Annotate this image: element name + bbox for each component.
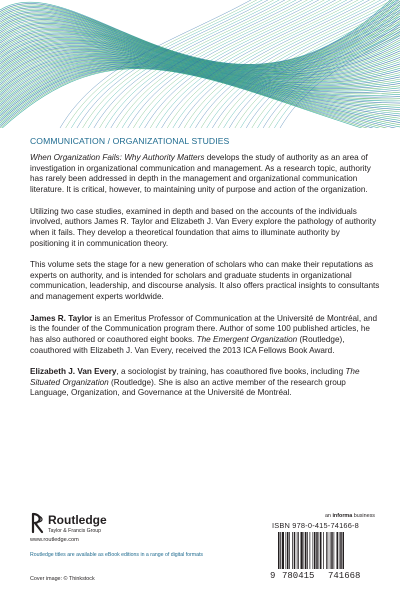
- cover-image-credit: Cover image: © Thinkstock: [30, 576, 95, 582]
- wave-lines-artwork: [0, 0, 400, 128]
- ebook-note: Routledge titles are available as eBook editions in a range of digital formats: [30, 552, 204, 558]
- barcode-digits-left: 780415: [282, 571, 315, 581]
- description-paragraph-3: This volume sets the stage for a new generation of scholars who can make their reputations as experts on authority, and is intended for scholars and graduate students in organizational communication, leadership, and discourse analysis. It also offers practical insights to consultants and management experts worldwide.: [30, 260, 380, 302]
- description-paragraph-2: Utilizing two case studies, examined in depth and based on the accounts of the individuals involved, authors James R. Taylor and Elizabeth J. Van Every explore the pathology of authority when it fails. They develop a theoretical foundation that aims to illuminate authority by positioning it in communication theory.: [30, 206, 377, 248]
- isbn-text: ISBN 978-0-415-74166-8: [272, 521, 359, 530]
- author-bio-1: James R. Taylor is an Emeritus Professor of Communication at the Université de Montréal, and is the founder of the Communication program there. Author of some 100 published articles, he has also authored or coauthored eight books. The Emergent Organization (Routledge), coauthored with Elizabeth J. Van Every, received the 2013 ICA Fellows Book Award.: [30, 313, 378, 355]
- publisher-website-link[interactable]: www.routledge.com: [30, 537, 79, 543]
- informa-business-label: an informa business: [324, 513, 375, 519]
- publisher-group: Taylor & Francis Group: [48, 528, 102, 534]
- book-title: When Organization Fails: Why Authority Matters: [30, 153, 205, 162]
- author-name: Elizabeth J. Van Every: [30, 367, 117, 376]
- publisher-name: Routledge: [48, 513, 107, 527]
- category-label: COMMUNICATION / ORGANIZATIONAL STUDIES: [30, 136, 230, 146]
- cited-book-title: The Situated Organization: [30, 367, 360, 387]
- back-cover-text: [30, 153, 380, 410]
- cited-book-title: The Emergent Organization: [196, 334, 298, 344]
- cover-artwork: [0, 0, 400, 128]
- barcode-digit-first: 9: [270, 571, 276, 581]
- barcode-digits-right: 741668: [328, 571, 361, 581]
- footer: [30, 512, 375, 592]
- author-bio-2: Elizabeth J. Van Every, a sociologist by training, has coauthored five books, including The Situated Organization (Routledge). She is also an active member of the research group Language, Organization, and Governance at the Université de Montréal.: [30, 367, 360, 398]
- routledge-logo-icon: [30, 512, 45, 534]
- author-name: James R. Taylor: [30, 313, 93, 323]
- publisher-logo: [30, 512, 180, 552]
- description-paragraph-1: When Organization Fails: Why Authority Matters develops the study of authority as an area of investigation in organizational communication and management. As a research topic, authority has rarely been addressed in depth in the management and organizational communication literature. It is critical, however, to maintaining unity of purpose and action of the organization.: [30, 153, 371, 195]
- barcode-digits: [270, 569, 375, 585]
